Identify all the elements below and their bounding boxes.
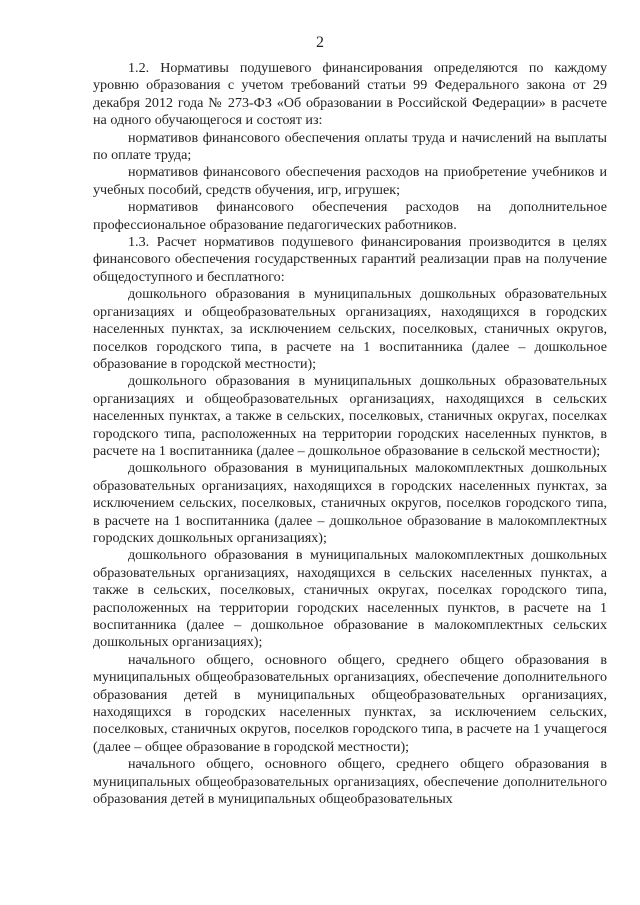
paragraph-1-3: 1.3. Расчет нормативов подушевого финансирования производится в целях финансового обеспечения государственных гарантий реализации прав на получение общедоступного и бесплатного: [93,234,607,285]
paragraph-item-textbooks: нормативов финансового обеспечения расходов на приобретение учебников и учебных пособий, средств обучения, игр, игрушек; [93,164,607,198]
paragraph-preschool-rural: дошкольного образования в муниципальных дошкольных образовательных организациях и общеобразовательных организациях, находящихся в сельских населенных пунктах, а также в сельских, поселковых, станичных округах, поселках городского типа, расположенных на территории городских населенных пунктов, в расчете на 1 воспитанника (далее – дошкольное образование в сельской местности); [93,373,607,459]
paragraph-general-urban: начального общего, основного общего, среднего общего образования в муниципальных общеобразовательных организациях, обеспечение дополнительного образования детей в муниципальных общеобразовательных организациях, находящихся в городских населенных пунктах, за исключением сельских, поселковых, станичных округов, поселков городского типа, в расчете на 1 учащегося (далее – общее образование в городской местности); [93,651,607,755]
paragraph-preschool-small-urban: дошкольного образования в муниципальных малокомплектных дошкольных образовательных организациях, находящихся в городских населенных пунктах, за исключением сельских, поселковых, станичных округов, поселков городского типа, в расчете на 1 воспитанника (далее – дошкольное образование в малокомплектных городских дошкольных организациях); [93,460,607,546]
paragraph-1-2: 1.2. Нормативы подушевого финансирования определяются по каждому уровню образования с учетом требований статьи 99 Федерального закона от 29 декабря 2012 года № 273-ФЗ «Об образовании в Российской Федерации» в расчете на одного обучающегося и состоят из: [93,60,607,129]
paragraph-item-labor-costs: нормативов финансового обеспечения оплаты труда и начислений на выплаты по оплате труда; [93,129,607,164]
paragraph-item-professional-education: нормативов финансового обеспечения расходов на дополнительное профессиональное образование педагогических работников. [93,199,607,233]
document-body [93,60,607,808]
paragraph-general-rural: начального общего, основного общего, среднего общего образования в муниципальных общеобразовательных организациях, обеспечение дополнительного образования детей в муниципальных общеобразовательных [93,756,607,808]
paragraph-preschool-urban: дошкольного образования в муниципальных дошкольных образовательных организациях и общеобразовательных организациях, находящихся в городских населенных пунктах, за исключением сельских, поселковых, станичных округов, поселков городского типа, в расчете на 1 воспитанника (далее – дошкольное образование в городской местности); [93,286,607,372]
page-number: 2 [316,34,324,51]
paragraph-preschool-small-rural: дошкольного образования в муниципальных малокомплектных дошкольных образовательных организациях, находящихся в сельских населенных пунктах, а также в сельских, поселковых, станичных округах, поселках городского типа, расположенных на территории городских населенных пунктов, в расчете на 1 воспитанника (далее – дошкольное образование в малокомплектных сельских дошкольных организациях); [93,547,607,651]
